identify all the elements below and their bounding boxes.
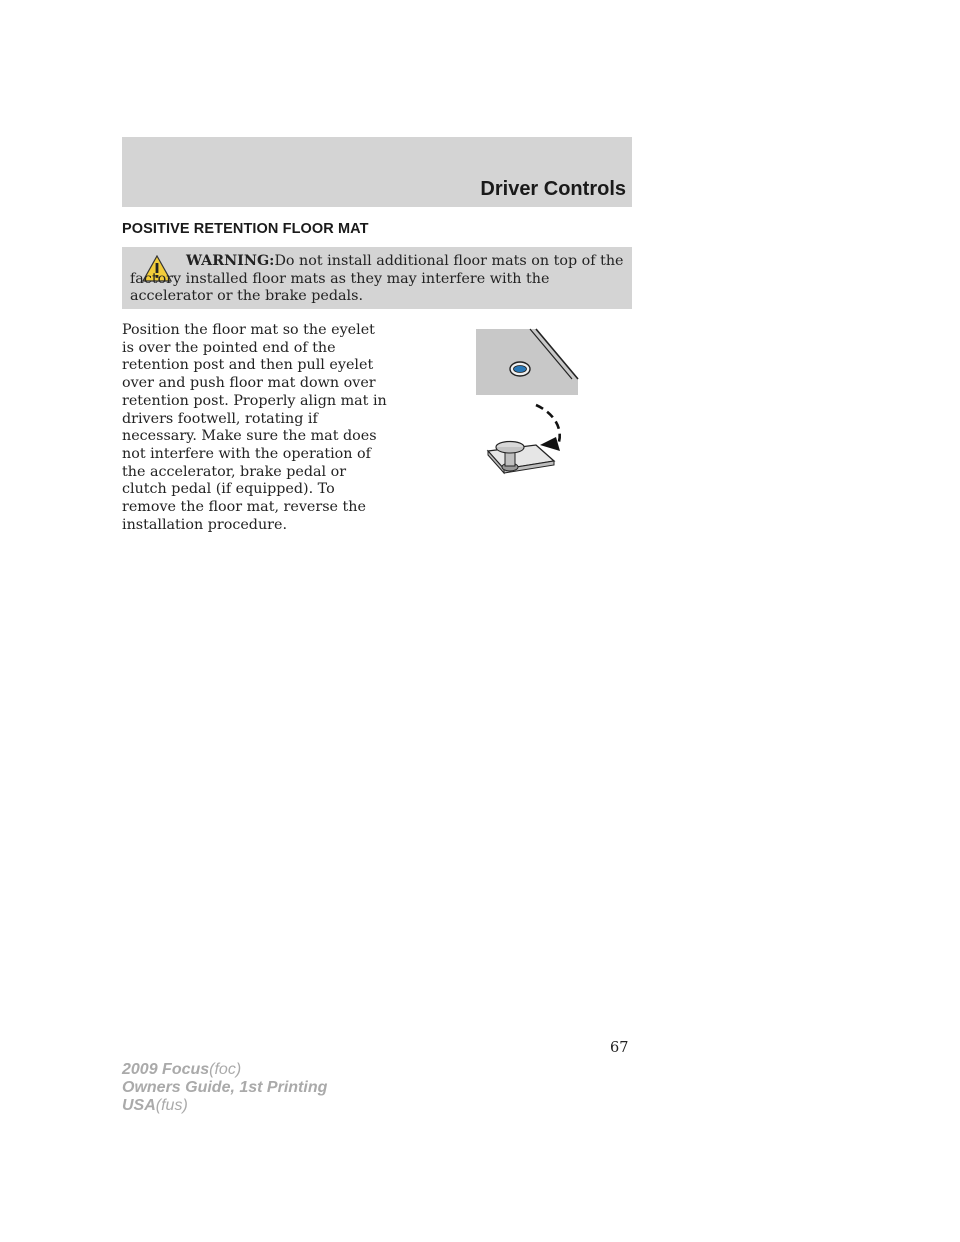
instruction-line: the accelerator, brake pedal or: [122, 463, 347, 480]
instruction-line: remove the floor mat, reverse the: [122, 499, 366, 516]
instruction-line: clutch pedal (if equipped). To: [122, 481, 335, 498]
warning-message: Do not install additional floor mats on top of the factory installed floor mats as they may interfere with the accelerator or the brake pedals.: [130, 253, 624, 304]
direction-arrow-head: [540, 437, 560, 451]
instructions-paragraph: [122, 322, 412, 534]
footer-market-code: (fus): [155, 1097, 188, 1114]
footer-line-1: [122, 1061, 327, 1079]
floor-mat-retention-post-illustration: [474, 327, 594, 497]
instruction-line: over and push floor mat down over: [122, 375, 376, 392]
instruction-line: not interfere with the operation of: [122, 445, 371, 462]
instruction-line: necessary. Make sure the mat does: [122, 428, 377, 445]
warning-box: [122, 247, 632, 309]
page-number: 67: [610, 1040, 629, 1056]
instruction-line: retention post. Properly align mat in: [122, 392, 387, 409]
instruction-line: Position the floor mat so the eyelet: [122, 322, 375, 338]
section-header-title: Driver Controls: [480, 178, 626, 200]
footer-market: USA: [122, 1097, 156, 1114]
eyelet-hole: [514, 366, 527, 373]
section-heading: POSITIVE RETENTION FLOOR MAT: [122, 221, 369, 237]
warning-text: [130, 253, 624, 306]
footer-line-3: [122, 1097, 327, 1115]
footer-line-2: Owners Guide, 1st Printing: [122, 1079, 328, 1096]
instruction-line: drivers footwell, rotating if: [122, 410, 318, 427]
instruction-line: retention post and then pull eyelet: [122, 357, 374, 374]
document-footer: [122, 1061, 327, 1115]
footer-model: 2009 Focus: [122, 1061, 210, 1078]
footer-model-code: (foc): [209, 1061, 242, 1078]
instruction-line: is over the pointed end of the: [122, 339, 336, 356]
section-header-band: [122, 137, 632, 207]
warning-label: WARNING:: [186, 253, 275, 269]
instruction-line: installation procedure.: [122, 516, 287, 533]
